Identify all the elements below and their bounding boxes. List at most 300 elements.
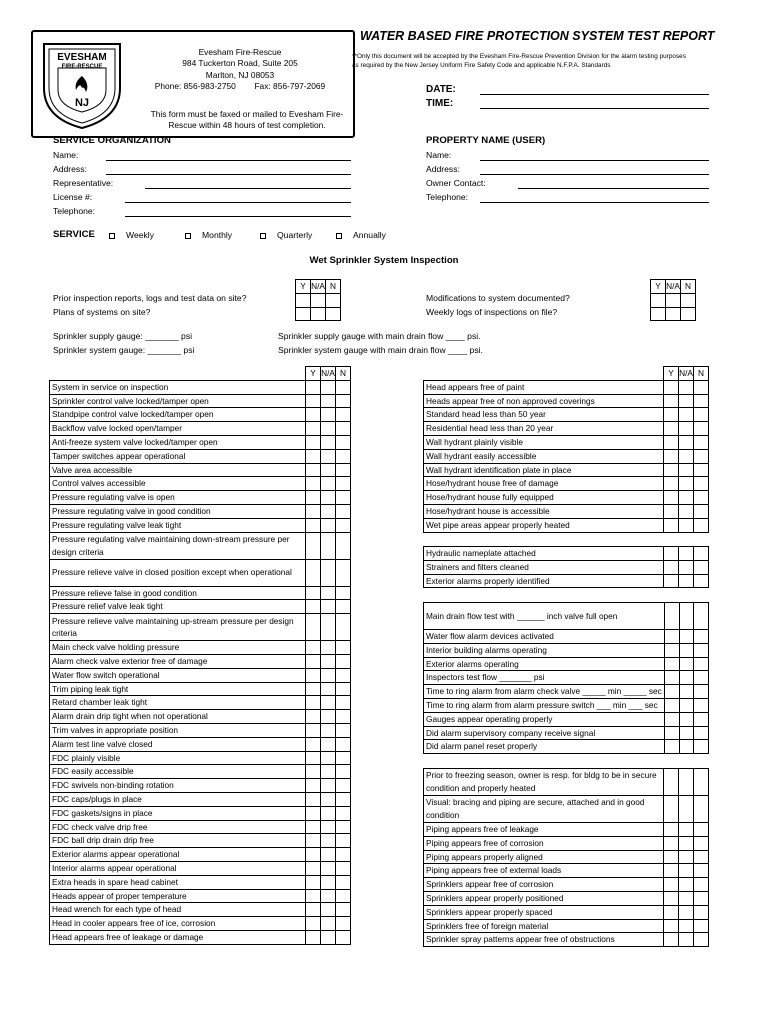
check-yes-cell[interactable]	[306, 614, 321, 641]
check-yes-cell[interactable]	[306, 889, 321, 903]
check-na-cell[interactable]	[679, 449, 694, 463]
check-yes-cell[interactable]	[306, 765, 321, 779]
check-na-cell[interactable]	[321, 779, 336, 793]
check-na-cell[interactable]	[679, 726, 694, 740]
check-na-cell[interactable]	[321, 614, 336, 641]
check-na-cell[interactable]	[679, 740, 694, 754]
checkbox-icon[interactable]	[109, 233, 115, 239]
check-no-cell[interactable]	[336, 463, 351, 477]
checklist-row	[424, 477, 709, 491]
check-na-cell[interactable]	[679, 643, 694, 657]
check-na-cell[interactable]	[679, 891, 694, 905]
check-yes-cell[interactable]	[664, 919, 679, 933]
property-address-label: Address:	[426, 164, 460, 174]
check-yes-cell[interactable]	[306, 917, 321, 931]
check-yes-cell[interactable]	[651, 293, 666, 307]
checklist-row	[50, 806, 351, 820]
supply-gauge-label: Sprinkler supply gauge: _______ psi	[53, 331, 193, 341]
date-field[interactable]	[480, 94, 709, 95]
check-no-cell[interactable]	[336, 696, 351, 710]
check-no-cell[interactable]	[336, 504, 351, 518]
check-no-cell[interactable]	[326, 293, 341, 307]
check-yes-cell[interactable]	[664, 712, 679, 726]
check-yes-cell[interactable]	[664, 560, 679, 574]
license-field[interactable]	[125, 202, 351, 203]
representative-label: Representative:	[53, 178, 114, 188]
check-na-cell[interactable]	[321, 751, 336, 765]
check-no-cell[interactable]	[694, 491, 709, 505]
check-yes-cell[interactable]	[306, 491, 321, 505]
check-na-cell[interactable]	[321, 861, 336, 875]
check-no-cell[interactable]	[336, 723, 351, 737]
check-na-cell[interactable]	[679, 463, 694, 477]
check-na-cell[interactable]	[321, 463, 336, 477]
check-no-cell[interactable]	[694, 504, 709, 518]
system-gauge-flow-label: Sprinkler system gauge with main drain flow ____ psi.	[278, 345, 483, 355]
check-na-cell[interactable]	[679, 408, 694, 422]
check-na-cell[interactable]	[679, 380, 694, 394]
check-na-cell[interactable]	[321, 737, 336, 751]
check-yes-cell[interactable]	[664, 574, 679, 588]
property-name-field[interactable]	[480, 160, 709, 161]
check-yes-cell[interactable]	[306, 435, 321, 449]
check-yes-cell[interactable]	[306, 641, 321, 655]
check-no-cell[interactable]	[694, 643, 709, 657]
check-no-cell[interactable]	[336, 889, 351, 903]
check-na-cell[interactable]	[679, 504, 694, 518]
checklist-item-label: Wall hydrant identification plate in place	[424, 463, 664, 477]
check-no-cell[interactable]	[336, 654, 351, 668]
check-na-cell[interactable]	[679, 769, 694, 796]
checklist-item-label: Hydraulic nameplate attached	[424, 547, 664, 561]
check-no-cell[interactable]	[336, 751, 351, 765]
checklist-row	[424, 657, 709, 671]
check-yes-cell[interactable]	[306, 668, 321, 682]
check-no-cell[interactable]	[694, 796, 709, 823]
check-na-cell[interactable]	[321, 682, 336, 696]
checklist-item-label: Sprinklers appear properly positioned	[424, 891, 664, 905]
check-na-cell[interactable]	[679, 698, 694, 712]
check-na-cell[interactable]	[321, 394, 336, 408]
check-no-cell[interactable]	[336, 820, 351, 834]
checklist-row	[424, 449, 709, 463]
check-no-cell[interactable]	[336, 765, 351, 779]
check-yes-cell[interactable]	[306, 792, 321, 806]
header-spacer	[50, 367, 306, 381]
check-yes-cell[interactable]	[664, 657, 679, 671]
check-yes-cell[interactable]	[664, 408, 679, 422]
check-yes-cell[interactable]	[296, 307, 311, 321]
check-na-cell[interactable]	[679, 477, 694, 491]
check-no-cell[interactable]	[694, 394, 709, 408]
check-no-cell[interactable]	[694, 657, 709, 671]
check-na-cell[interactable]	[321, 641, 336, 655]
check-na-cell[interactable]	[321, 848, 336, 862]
check-no-cell[interactable]	[336, 491, 351, 505]
checklist-item-label: Pressure relieve valve in closed position except when operational	[50, 559, 306, 586]
check-yes-cell[interactable]	[664, 836, 679, 850]
check-no-cell[interactable]	[694, 603, 709, 630]
time-field[interactable]	[480, 108, 709, 109]
check-yes-cell[interactable]	[306, 532, 321, 559]
check-yes-cell[interactable]	[664, 823, 679, 837]
check-yes-cell[interactable]	[306, 654, 321, 668]
check-no-cell[interactable]	[336, 449, 351, 463]
check-na-cell[interactable]	[321, 723, 336, 737]
check-no-cell[interactable]	[694, 380, 709, 394]
checklist-row	[50, 682, 351, 696]
check-yes-cell[interactable]	[306, 449, 321, 463]
check-na-cell[interactable]	[321, 600, 336, 614]
check-no-cell[interactable]	[336, 710, 351, 724]
check-no-cell[interactable]	[694, 891, 709, 905]
check-no-cell[interactable]	[336, 641, 351, 655]
checkbox-icon[interactable]	[260, 233, 266, 239]
check-yes-cell[interactable]	[664, 394, 679, 408]
check-yes-cell[interactable]	[651, 307, 666, 321]
check-no-cell[interactable]	[694, 477, 709, 491]
checklist-item-label: Sprinklers appear properly spaced	[424, 905, 664, 919]
check-yes-cell[interactable]	[664, 905, 679, 919]
check-na-cell[interactable]	[321, 710, 336, 724]
check-na-cell[interactable]	[321, 765, 336, 779]
checklist-row	[50, 917, 351, 931]
check-yes-cell[interactable]	[306, 930, 321, 944]
check-na-cell[interactable]	[321, 917, 336, 931]
check-na-cell[interactable]	[679, 933, 694, 947]
check-yes-cell[interactable]	[664, 518, 679, 532]
check-no-cell[interactable]	[336, 668, 351, 682]
check-yes-cell[interactable]	[664, 463, 679, 477]
check-no-cell[interactable]	[336, 861, 351, 875]
checklist-item-label: Exterior alarms appear operational	[50, 848, 306, 862]
check-no-cell[interactable]	[694, 933, 709, 947]
check-na-cell[interactable]	[679, 394, 694, 408]
check-na-cell[interactable]	[321, 422, 336, 436]
check-no-cell[interactable]	[694, 769, 709, 796]
check-yes-cell[interactable]	[306, 834, 321, 848]
check-yes-cell[interactable]	[306, 518, 321, 532]
check-yes-cell[interactable]	[306, 504, 321, 518]
check-yes-cell[interactable]	[664, 933, 679, 947]
check-yes-cell[interactable]	[664, 698, 679, 712]
check-na-cell[interactable]	[321, 834, 336, 848]
check-yes-cell[interactable]	[306, 737, 321, 751]
check-na-cell[interactable]	[321, 820, 336, 834]
column-header-row	[50, 367, 351, 381]
check-no-cell[interactable]	[694, 905, 709, 919]
check-no-cell[interactable]	[694, 836, 709, 850]
check-yes-cell[interactable]	[306, 408, 321, 422]
check-yes-cell[interactable]	[664, 864, 679, 878]
checklist-item-label: Head appears free of paint	[424, 380, 664, 394]
check-yes-cell[interactable]	[306, 779, 321, 793]
check-na-cell[interactable]	[679, 518, 694, 532]
check-yes-cell[interactable]	[664, 850, 679, 864]
check-yes-cell[interactable]	[306, 861, 321, 875]
check-no-cell[interactable]	[694, 574, 709, 588]
check-yes-cell[interactable]	[664, 477, 679, 491]
check-no-cell[interactable]	[336, 792, 351, 806]
checklist-item-label: Wall hydrant easily accessible	[424, 449, 664, 463]
check-yes-cell[interactable]	[306, 600, 321, 614]
check-no-cell[interactable]	[336, 779, 351, 793]
checklist-row	[424, 905, 709, 919]
check-na-cell[interactable]	[679, 560, 694, 574]
check-yes-cell[interactable]	[664, 422, 679, 436]
check-no-cell[interactable]	[336, 875, 351, 889]
check-na-cell[interactable]	[679, 630, 694, 644]
check-na-cell[interactable]	[321, 408, 336, 422]
checklist-row	[50, 765, 351, 779]
checklist-row	[50, 600, 351, 614]
check-na-cell[interactable]	[679, 435, 694, 449]
check-yes-cell[interactable]	[296, 293, 311, 307]
check-yes-cell[interactable]	[664, 449, 679, 463]
check-no-cell[interactable]	[336, 682, 351, 696]
check-no-cell[interactable]	[694, 698, 709, 712]
service-option-weekly[interactable]	[109, 230, 154, 240]
check-no-cell[interactable]	[694, 463, 709, 477]
check-yes-cell[interactable]	[306, 875, 321, 889]
checklist-row	[424, 850, 709, 864]
check-na-cell[interactable]	[321, 504, 336, 518]
checklist-item-label: Standpipe control valve locked/tamper open	[50, 408, 306, 422]
check-yes-cell[interactable]	[664, 547, 679, 561]
check-yes-cell[interactable]	[306, 696, 321, 710]
check-no-cell[interactable]	[336, 848, 351, 862]
check-na-cell[interactable]	[679, 491, 694, 505]
check-yes-cell[interactable]	[306, 394, 321, 408]
check-no-cell[interactable]	[694, 547, 709, 561]
check-yes-cell[interactable]	[306, 586, 321, 600]
check-no-cell[interactable]	[694, 823, 709, 837]
check-yes-cell[interactable]	[664, 726, 679, 740]
check-no-cell[interactable]	[694, 560, 709, 574]
checklist-row	[50, 654, 351, 668]
check-yes-cell[interactable]	[664, 504, 679, 518]
check-no-cell[interactable]	[694, 422, 709, 436]
checklist-row	[424, 518, 709, 532]
service-org-telephone-field[interactable]	[125, 216, 351, 217]
check-yes-cell[interactable]	[306, 463, 321, 477]
checklist-row	[50, 820, 351, 834]
checklist-item-label: Pressure regulating valve leak tight	[50, 518, 306, 532]
checklist-row	[424, 408, 709, 422]
check-na-cell[interactable]	[321, 586, 336, 600]
prior-question: Prior inspection reports, logs and test data on site?	[53, 293, 247, 303]
checklist-row	[50, 737, 351, 751]
check-no-cell[interactable]	[694, 671, 709, 685]
representative-field[interactable]	[145, 188, 351, 189]
check-yes-cell[interactable]	[664, 769, 679, 796]
check-yes-cell[interactable]	[664, 630, 679, 644]
check-na-cell[interactable]	[321, 889, 336, 903]
check-no-cell[interactable]	[694, 740, 709, 754]
checklist-item-label: Control valves accessible	[50, 477, 306, 491]
check-yes-cell[interactable]	[306, 422, 321, 436]
checklist-item-label: FDC check valve drip free	[50, 820, 306, 834]
check-yes-cell[interactable]	[664, 796, 679, 823]
service-option-quarterly[interactable]	[260, 230, 312, 240]
checklist-row	[424, 504, 709, 518]
service-org-name-field[interactable]	[106, 160, 351, 161]
checklist-row	[424, 864, 709, 878]
checklist-item-label: Piping appears free of corrosion	[424, 836, 664, 850]
check-yes-cell[interactable]	[306, 682, 321, 696]
check-na-cell[interactable]	[679, 919, 694, 933]
checkbox-icon[interactable]	[185, 233, 191, 239]
service-option-monthly[interactable]	[185, 230, 232, 240]
check-na-cell[interactable]	[321, 532, 336, 559]
property-address-field[interactable]	[480, 174, 709, 175]
check-na-cell[interactable]	[321, 559, 336, 586]
check-na-cell[interactable]	[321, 654, 336, 668]
checklist-item-label: Heads appear free of non approved coverings	[424, 394, 664, 408]
checklist-item-label: Wall hydrant plainly visible	[424, 435, 664, 449]
check-no-cell[interactable]	[694, 712, 709, 726]
checkbox-icon[interactable]	[336, 233, 342, 239]
checklist-item-label: FDC caps/plugs in place	[50, 792, 306, 806]
check-yes-cell[interactable]	[306, 820, 321, 834]
check-yes-cell[interactable]	[664, 491, 679, 505]
check-no-cell[interactable]	[694, 518, 709, 532]
check-yes-cell[interactable]	[306, 380, 321, 394]
check-na-cell[interactable]	[679, 603, 694, 630]
check-no-cell[interactable]	[336, 532, 351, 559]
check-yes-cell[interactable]	[306, 848, 321, 862]
checklist-row	[424, 919, 709, 933]
check-no-cell[interactable]	[694, 630, 709, 644]
check-na-cell[interactable]	[679, 878, 694, 892]
check-no-cell[interactable]	[681, 307, 696, 321]
check-na-cell[interactable]	[666, 307, 681, 321]
checklist-item-label: Main drain flow test with ______ inch valve full open	[424, 603, 665, 630]
check-na-cell[interactable]	[679, 671, 694, 685]
right-checklist-3	[423, 602, 709, 754]
check-no-cell[interactable]	[336, 477, 351, 491]
check-yes-cell[interactable]	[306, 710, 321, 724]
check-na-cell[interactable]	[679, 905, 694, 919]
check-no-cell[interactable]	[694, 850, 709, 864]
checklist-item-label: Visual: bracing and piping are secure, attached and in good condition	[424, 796, 664, 823]
check-yes-cell[interactable]	[306, 559, 321, 586]
check-na-cell[interactable]	[321, 491, 336, 505]
check-yes-cell[interactable]	[664, 643, 679, 657]
check-no-cell[interactable]	[694, 919, 709, 933]
check-yes-cell[interactable]	[306, 806, 321, 820]
check-no-cell[interactable]	[336, 435, 351, 449]
check-no-cell[interactable]	[336, 380, 351, 394]
check-yes-cell[interactable]	[664, 740, 679, 754]
column-header: N	[326, 280, 341, 294]
check-no-cell[interactable]	[694, 726, 709, 740]
check-no-cell[interactable]	[694, 864, 709, 878]
owner-contact-field[interactable]	[518, 188, 709, 189]
check-na-cell[interactable]	[321, 696, 336, 710]
check-na-cell[interactable]	[321, 668, 336, 682]
check-no-cell[interactable]	[694, 435, 709, 449]
check-na-cell[interactable]	[321, 380, 336, 394]
check-na-cell[interactable]	[321, 518, 336, 532]
check-na-cell[interactable]	[679, 796, 694, 823]
check-na-cell[interactable]	[679, 685, 694, 699]
check-no-cell[interactable]	[694, 449, 709, 463]
check-na-cell[interactable]	[679, 574, 694, 588]
check-no-cell[interactable]	[336, 903, 351, 917]
check-no-cell[interactable]	[336, 917, 351, 931]
check-no-cell[interactable]	[336, 408, 351, 422]
check-no-cell[interactable]	[336, 930, 351, 944]
check-no-cell[interactable]	[694, 878, 709, 892]
check-no-cell[interactable]	[336, 834, 351, 848]
check-na-cell[interactable]	[321, 806, 336, 820]
service-org-address-field[interactable]	[106, 174, 351, 175]
check-na-cell[interactable]	[321, 792, 336, 806]
check-na-cell[interactable]	[321, 875, 336, 889]
checklist-row	[424, 769, 709, 796]
checklist-item-label: Strainers and filters cleaned	[424, 560, 664, 574]
check-no-cell[interactable]	[336, 518, 351, 532]
check-no-cell[interactable]	[336, 559, 351, 586]
check-no-cell[interactable]	[336, 614, 351, 641]
left-checklist	[49, 366, 351, 945]
check-yes-cell[interactable]	[664, 878, 679, 892]
check-no-cell[interactable]	[336, 394, 351, 408]
check-na-cell[interactable]	[679, 422, 694, 436]
check-yes-cell[interactable]	[664, 603, 679, 630]
check-no-cell[interactable]	[336, 586, 351, 600]
check-na-cell[interactable]	[311, 293, 326, 307]
check-na-cell[interactable]	[321, 930, 336, 944]
check-na-cell[interactable]	[679, 712, 694, 726]
check-no-cell[interactable]	[694, 408, 709, 422]
property-telephone-field[interactable]	[480, 202, 709, 203]
check-no-cell[interactable]	[336, 806, 351, 820]
check-na-cell[interactable]	[679, 823, 694, 837]
check-yes-cell[interactable]	[306, 723, 321, 737]
check-na-cell[interactable]	[321, 435, 336, 449]
check-na-cell[interactable]	[311, 307, 326, 321]
check-yes-cell[interactable]	[664, 380, 679, 394]
checklist-item-label: Interior building alarms operating	[424, 643, 665, 657]
check-na-cell[interactable]	[679, 836, 694, 850]
check-na-cell[interactable]	[321, 477, 336, 491]
checklist-row	[50, 586, 351, 600]
check-yes-cell[interactable]	[306, 751, 321, 765]
check-na-cell[interactable]	[679, 547, 694, 561]
check-yes-cell[interactable]	[306, 903, 321, 917]
check-no-cell[interactable]	[336, 737, 351, 751]
check-yes-cell[interactable]	[664, 435, 679, 449]
service-option-annually[interactable]	[336, 230, 386, 240]
check-no-cell[interactable]	[681, 293, 696, 307]
check-na-cell[interactable]	[321, 449, 336, 463]
check-na-cell[interactable]	[679, 864, 694, 878]
check-yes-cell[interactable]	[664, 671, 679, 685]
check-na-cell[interactable]	[679, 657, 694, 671]
check-na-cell[interactable]	[321, 903, 336, 917]
check-yes-cell[interactable]	[664, 891, 679, 905]
check-na-cell[interactable]	[679, 850, 694, 864]
check-yes-cell[interactable]	[306, 477, 321, 491]
check-no-cell[interactable]	[326, 307, 341, 321]
check-na-cell[interactable]	[666, 293, 681, 307]
check-no-cell[interactable]	[336, 600, 351, 614]
check-yes-cell[interactable]	[664, 685, 679, 699]
check-no-cell[interactable]	[336, 422, 351, 436]
check-no-cell[interactable]	[694, 685, 709, 699]
